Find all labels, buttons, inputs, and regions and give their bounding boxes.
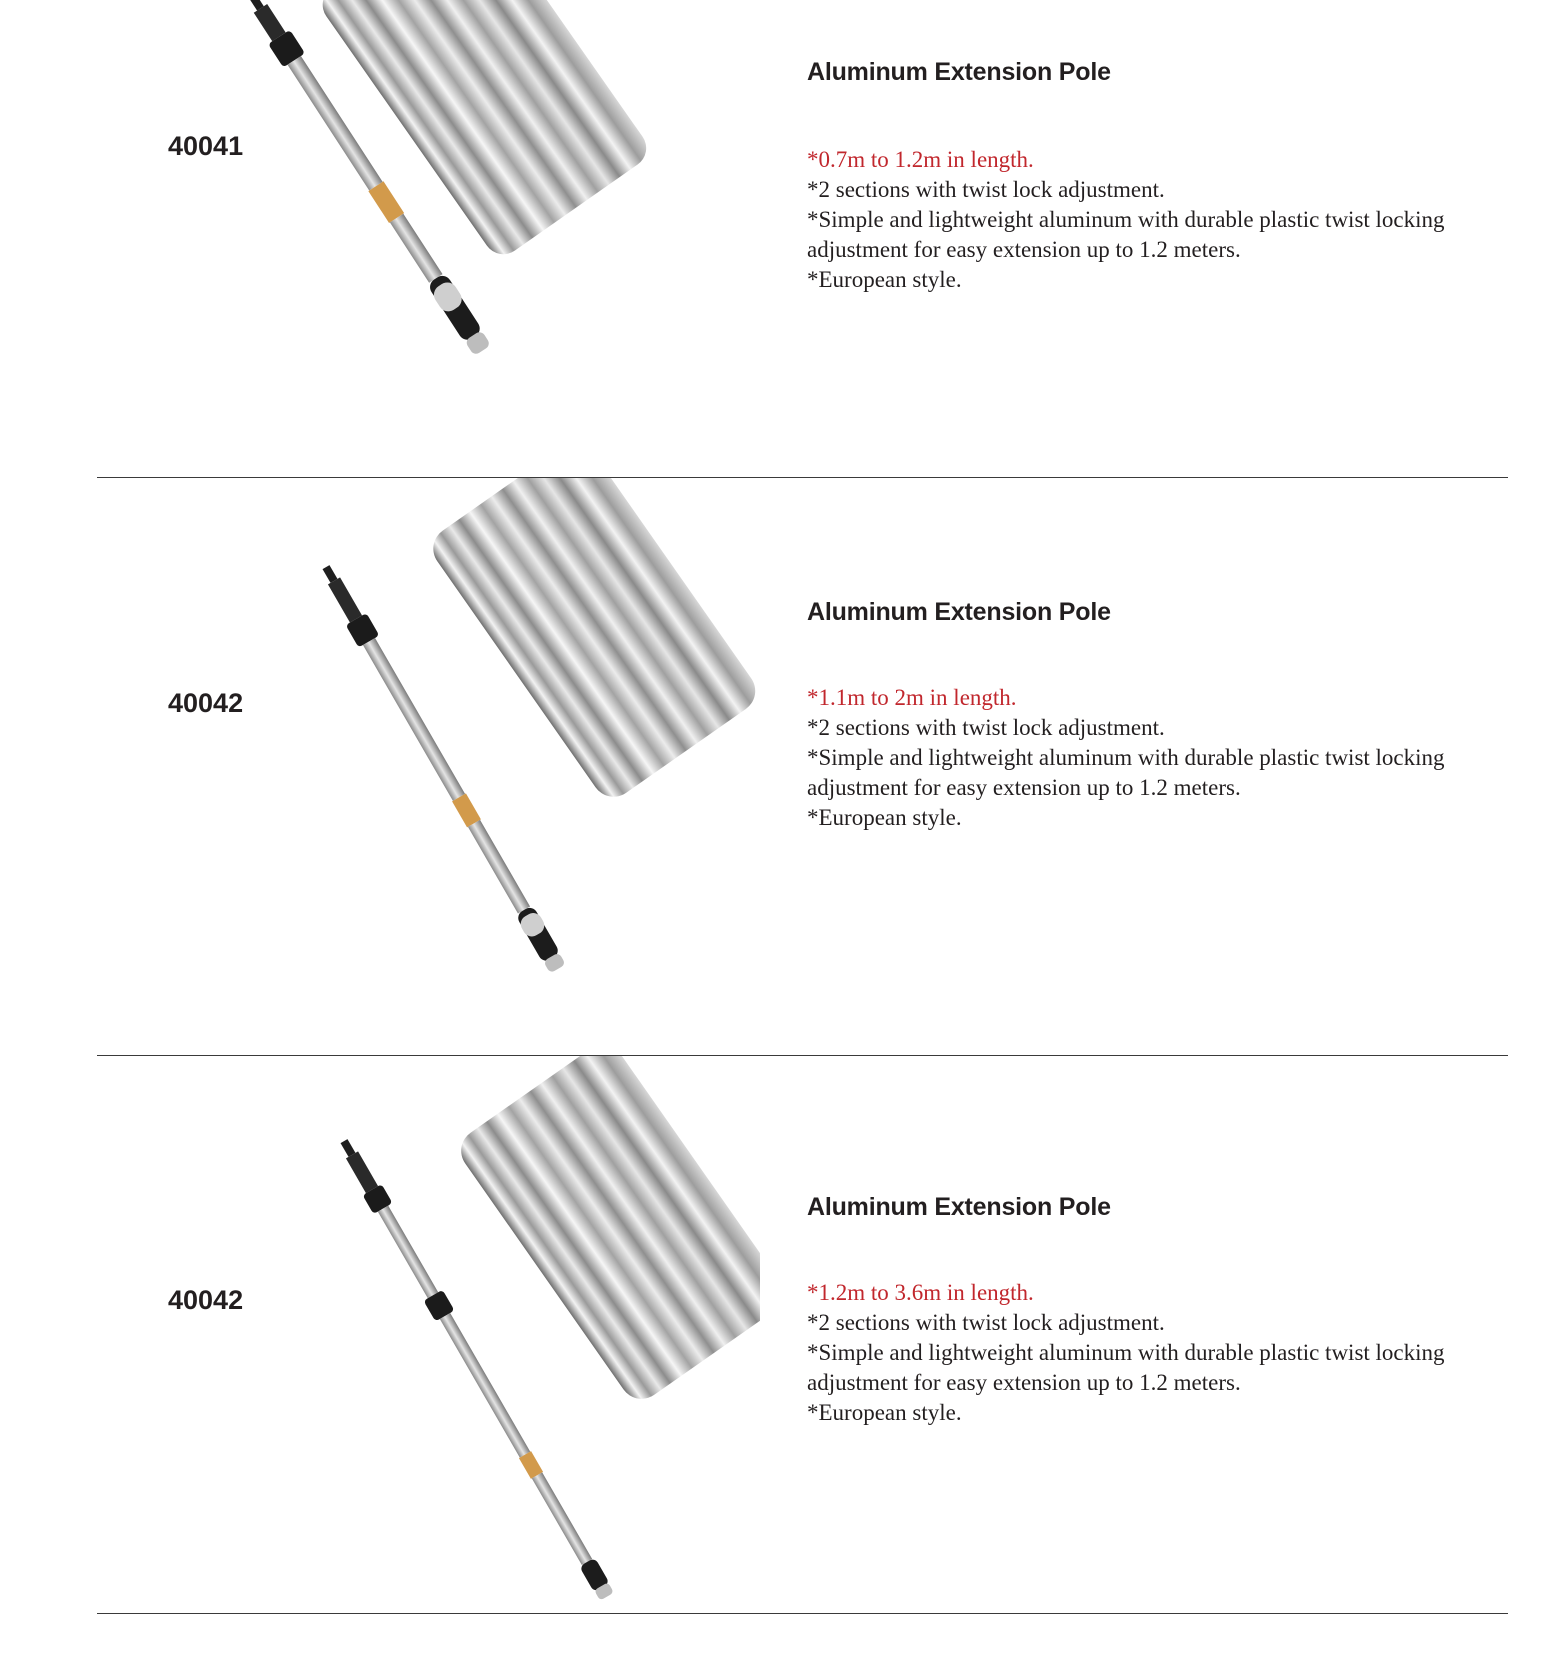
tube-closeup (315, 0, 654, 262)
length-spec: *1.1m to 2m in length. (807, 685, 1017, 710)
feature-item: *European style. (807, 1400, 962, 1425)
product-block (0, 478, 1562, 1055)
pole-product-image (0, 0, 760, 480)
product-sku: 40042 (168, 688, 244, 718)
product-title: Aluminum Extension Pole (807, 598, 1111, 626)
feature-item: *Simple and lightweight aluminum with durable plastic twist locking adjustment for easy extension up to 1.2 meters. (807, 1340, 1445, 1395)
length-spec: *0.7m to 1.2m in length. (807, 147, 1034, 172)
pole-product-image (0, 1056, 760, 1616)
product-specs (807, 145, 1507, 295)
product-title: Aluminum Extension Pole (807, 58, 1111, 86)
feature-item: *Simple and lightweight aluminum with durable plastic twist locking adjustment for easy extension up to 1.2 meters. (807, 745, 1445, 800)
product-sku: 40042 (168, 1285, 244, 1315)
feature-item: *2 sections with twist lock adjustment. (807, 177, 1165, 202)
product-specs (807, 1278, 1507, 1428)
feature-item: *European style. (807, 267, 962, 292)
tube-closeup (425, 478, 760, 805)
product-block (0, 0, 1562, 480)
pole-product-image (0, 478, 760, 1055)
product-specs (807, 683, 1507, 833)
length-spec: *1.2m to 3.6m in length. (807, 1280, 1034, 1305)
section-divider (97, 1613, 1508, 1614)
tube-closeup (453, 1056, 760, 1407)
product-block (0, 1056, 1562, 1616)
feature-item: *European style. (807, 805, 962, 830)
product-title: Aluminum Extension Pole (807, 1193, 1111, 1221)
feature-item: *2 sections with twist lock adjustment. (807, 1310, 1165, 1335)
feature-item: *Simple and lightweight aluminum with durable plastic twist locking adjustment for easy extension up to 1.2 meters. (807, 207, 1445, 262)
product-sku: 40041 (168, 131, 244, 161)
feature-item: *2 sections with twist lock adjustment. (807, 715, 1165, 740)
